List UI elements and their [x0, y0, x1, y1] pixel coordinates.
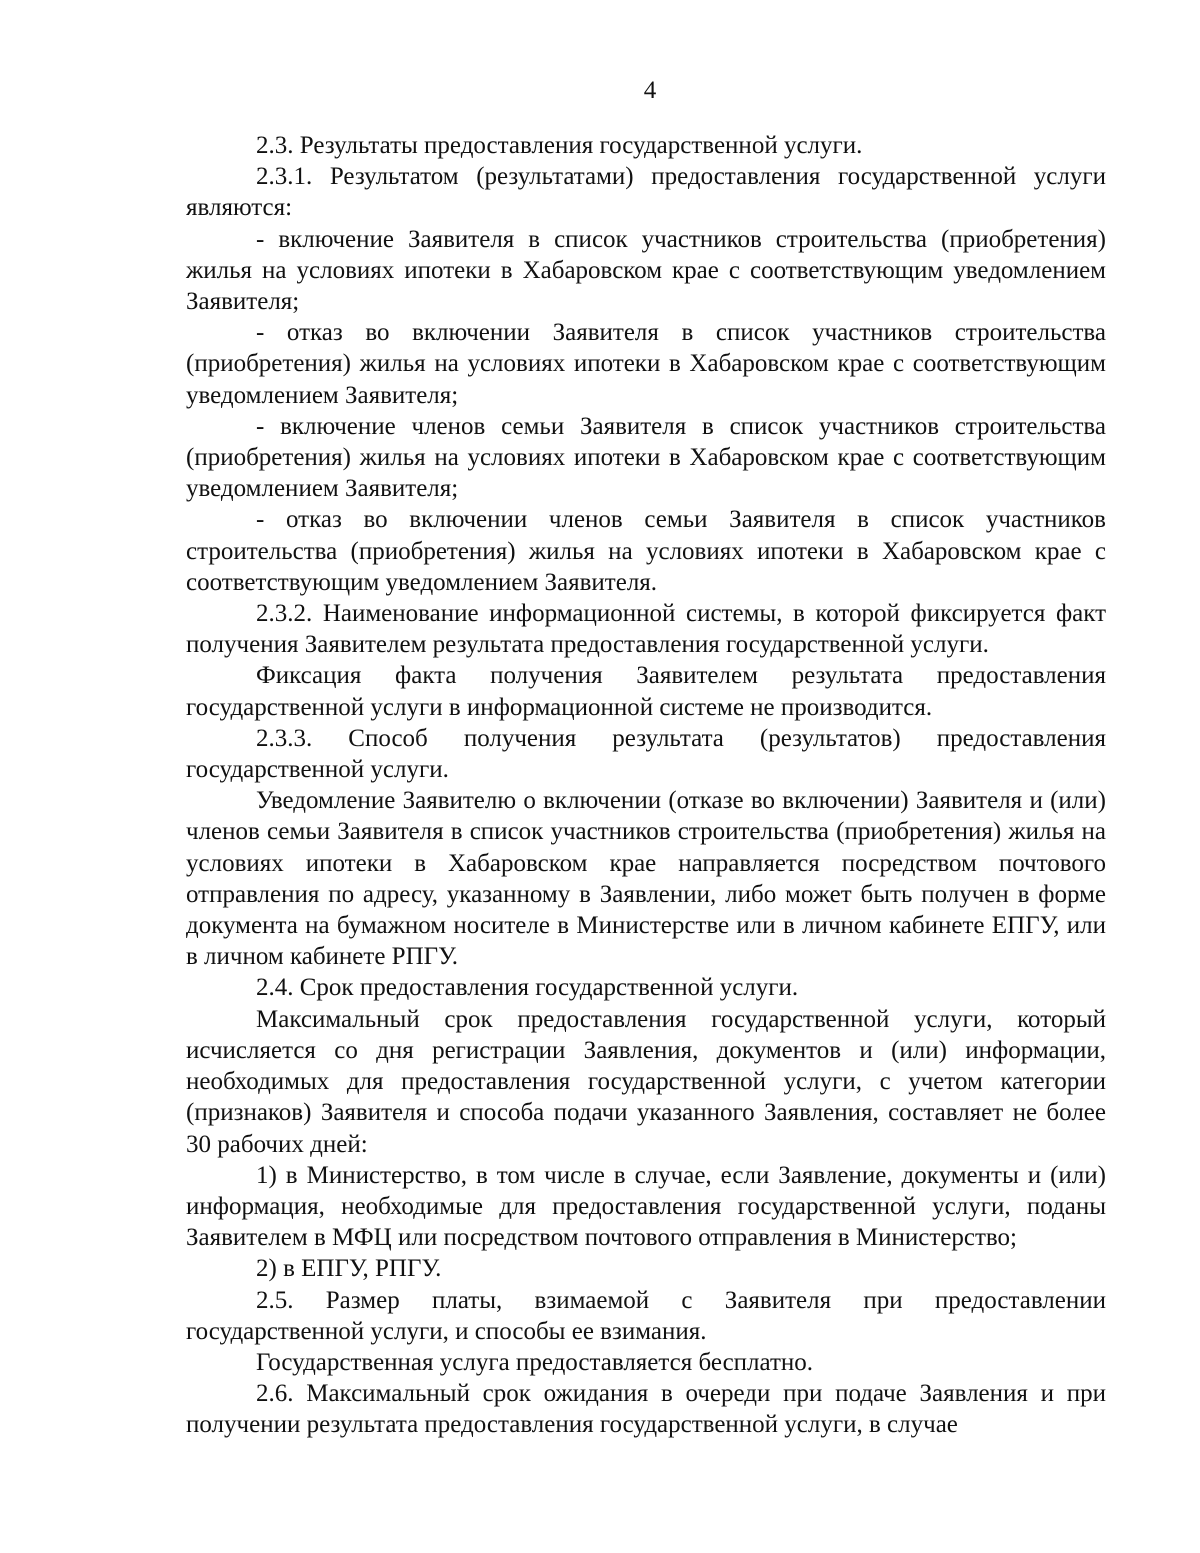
page-number: 4 — [643, 77, 657, 104]
paragraph-notification: Уведомление Заявителю о включении (отказе во включении) Заявителя и (или) членов семьи Заявителя в список участников строительства (приобретения) жилья на условиях ипотеки в Хабаровском крае направляется посредством почтового отправления по адресу, указанному в Заявлении, либо может быть получен в форме документа на бумажном носителе в Министерстве или в личном кабинете ЕПГУ, или в личном кабинете РПГУ. — [186, 787, 1106, 971]
paragraph-2-3-3: 2.3.3. Способ получения результата (результатов) предоставления государственной услуги. — [186, 724, 1106, 784]
paragraph-2-6: 2.6. Максимальный срок ожидания в очереди при подаче Заявления и при получении результата предоставления государственной услуги, в случае — [186, 1380, 1106, 1439]
paragraph-2-5: 2.5. Размер платы, взимаемой с Заявителя при предоставлении государственной услуги, и способы ее взимания. — [186, 1286, 1106, 1345]
list-item-epgu: 2) в ЕПГУ, РПГУ. — [256, 1255, 442, 1283]
section-heading-2-3: 2.3. Результаты предоставления государственной услуги. — [256, 132, 863, 159]
list-item-refusal-family: - отказ во включении членов семьи Заявителя в список участников строительства (приобретения) жилья на условиях ипотеки в Хабаровском крае с соответствующим уведомлением Заявителя. — [186, 506, 1106, 596]
paragraph-2-3-1: 2.3.1. Результатом (результатами) предоставления государственной услуги являются: — [186, 163, 1106, 222]
document-body — [186, 130, 1106, 1441]
paragraph-fixation: Фиксация факта получения Заявителем результата предоставления государственной услуги в информационной системе не производится. — [186, 662, 1106, 721]
list-item-ministry: 1) в Министерство, в том числе в случае, если Заявление, документы и (или) информация, необходимые для предоставления государственной услуги, поданы Заявителем в МФЦ или посредством почтового отправления в Министерство; — [186, 1161, 1106, 1252]
list-item-inclusion-applicant: - включение Заявителя в список участников строительства (приобретения) жилья на условиях ипотеки в Хабаровском крае с соответствующим уведомлением Заявителя; — [186, 225, 1106, 316]
list-item-refusal-applicant: - отказ во включении Заявителя в список участников строительства (приобретения) жилья на условиях ипотеки в Хабаровском крае с соответствующим уведомлением Заявителя; — [186, 319, 1106, 409]
list-item-inclusion-family: - включение членов семьи Заявителя в список участников строительства (приобретения) жилья на условиях ипотеки в Хабаровском крае с соответствующим уведомлением Заявителя; — [186, 412, 1106, 503]
paragraph-free-of-charge: Государственная услуга предоставляется бесплатно. — [256, 1348, 814, 1376]
section-heading-2-4: 2.4. Срок предоставления государственной услуги. — [256, 974, 799, 1002]
paragraph-max-term: Максимальный срок предоставления государственной услуги, который исчисляется со дня регистрации Заявления, документов и (или) информации, необходимых для предоставления государственной услуги, с учетом категории (признаков) Заявителя и способа подачи указанного Заявления, составляет не более 30 рабочих дней: — [186, 1005, 1106, 1158]
paragraph-2-3-2: 2.3.2. Наименование информационной системы, в которой фиксируется факт получения Заявителем результата предоставления государственной услуги. — [186, 600, 1106, 659]
